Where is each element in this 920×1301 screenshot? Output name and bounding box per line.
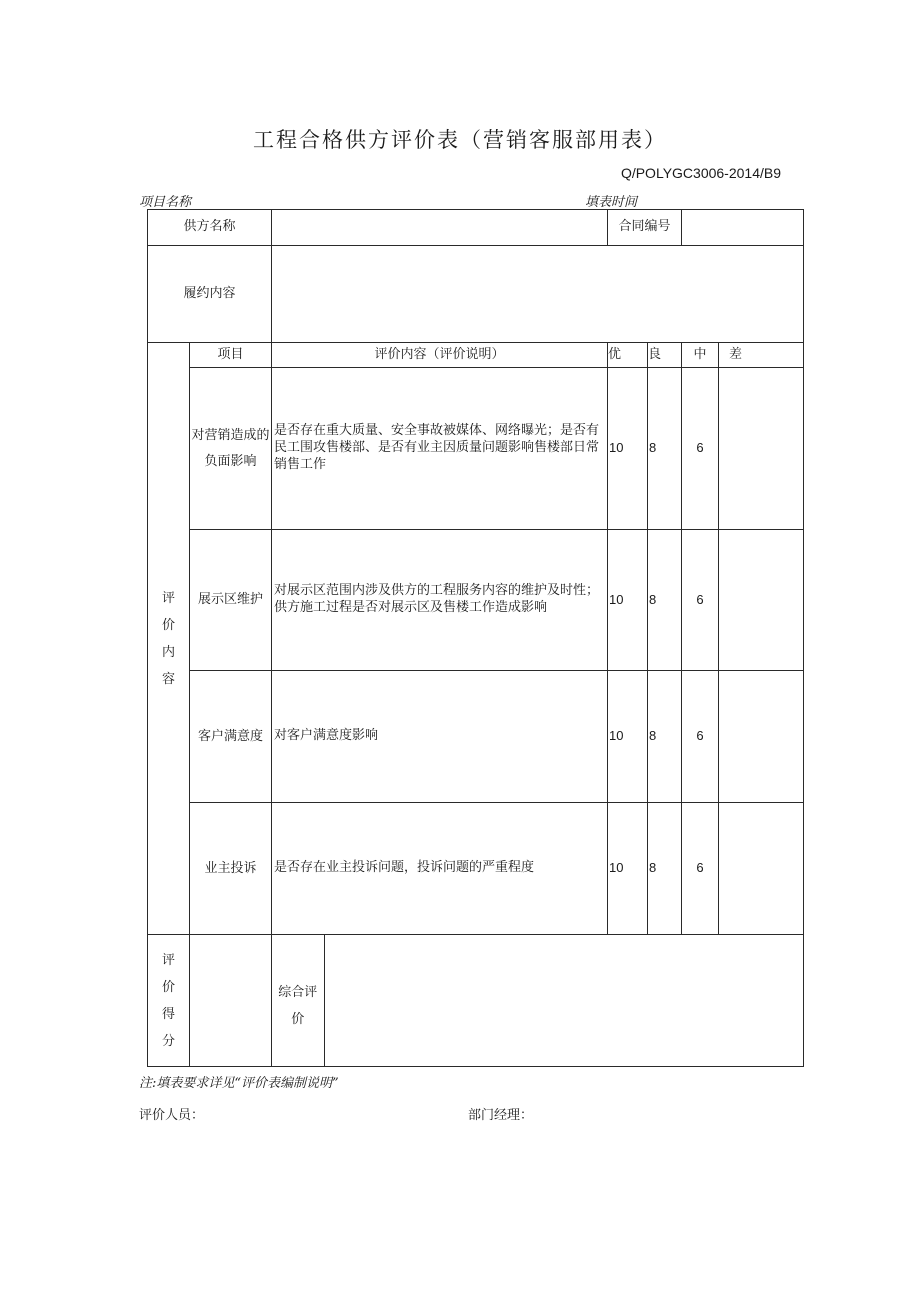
col-item-header: 项目 xyxy=(190,343,272,368)
row-item: 客户满意度 xyxy=(198,728,264,744)
row-item: 展示区维护 xyxy=(198,592,264,607)
row-item-cell xyxy=(190,803,272,935)
score-poor[interactable] xyxy=(719,530,804,671)
score-poor[interactable] xyxy=(719,803,804,935)
score-medium: 6 xyxy=(682,803,719,935)
row-description: 对客户满意度影响 xyxy=(272,671,608,803)
project-name-label: 项目名称 xyxy=(139,195,192,210)
row-item-cell xyxy=(190,530,272,671)
table-row xyxy=(148,671,804,803)
score-good: 8 xyxy=(648,530,682,671)
score-medium: 6 xyxy=(682,368,719,530)
score-good: 8 xyxy=(648,803,682,935)
overall-evaluation-field[interactable] xyxy=(324,935,803,1066)
document-code: Q/POLYGC3006-2014/B9 xyxy=(620,165,781,181)
performance-content-field[interactable] xyxy=(272,246,804,343)
department-manager-label: 部门经理： xyxy=(468,1108,534,1123)
score-excellent: 10 xyxy=(608,671,648,803)
overall-evaluation-label: 综合评价 xyxy=(278,985,318,1027)
page-title: 工程合格供方评价表（营销客服部用表） xyxy=(253,128,667,152)
evaluation-table xyxy=(147,209,804,1067)
score-medium: 6 xyxy=(682,671,719,803)
col-content-header: 评价内容（评价说明） xyxy=(272,343,608,368)
score-poor[interactable] xyxy=(719,671,804,803)
fill-instructions-note: 注:填表要求详见“评价表编制说明” xyxy=(139,1076,339,1091)
evaluation-section-cell xyxy=(148,343,190,935)
score-poor[interactable] xyxy=(719,368,804,530)
score-medium: 6 xyxy=(682,530,719,671)
evaluation-section-label: 评价内容 xyxy=(161,590,175,687)
overall-evaluation-area xyxy=(272,935,804,1067)
supplier-name-field[interactable] xyxy=(272,210,608,246)
evaluation-score-field[interactable] xyxy=(190,935,272,1067)
fill-time-label: 填表时间 xyxy=(585,195,638,210)
row-item: 业主投诉 xyxy=(204,860,257,876)
score-good: 8 xyxy=(648,368,682,530)
row-description: 是否存在重大质量、安全事故被媒体、网络曝光；是否有民工围攻售楼部、是否有业主因质量问题影响售楼部日常销售工作 xyxy=(272,368,608,530)
score-good: 8 xyxy=(648,671,682,803)
row-description: 对展示区范围内涉及供方的工程服务内容的维护及时性；供方施工过程是否对展示区及售楼工作造成影响 xyxy=(272,530,608,671)
score-excellent: 10 xyxy=(608,803,648,935)
evaluation-score-cell xyxy=(148,935,190,1067)
table-row xyxy=(148,368,804,530)
evaluation-score-label: 评价得分 xyxy=(161,952,175,1049)
row-item: 对营销造成的负面影响 xyxy=(191,427,270,469)
score-excellent: 10 xyxy=(608,368,648,530)
col-excellent-header: 优 xyxy=(608,343,648,368)
overall-evaluation-label-cell xyxy=(272,935,324,1066)
performance-content-label: 履约内容 xyxy=(148,246,272,343)
row-description: 是否存在业主投诉问题，投诉问题的严重程度 xyxy=(272,803,608,935)
col-good-header: 良 xyxy=(648,343,682,368)
col-poor-header: 差 xyxy=(719,343,804,368)
contract-number-field[interactable] xyxy=(682,210,804,246)
score-excellent: 10 xyxy=(608,530,648,671)
evaluator-label: 评价人员： xyxy=(139,1108,205,1123)
table-row xyxy=(148,803,804,935)
supplier-name-label: 供方名称 xyxy=(148,210,272,246)
table-row xyxy=(148,530,804,671)
contract-number-label: 合同编号 xyxy=(608,210,682,246)
row-item-cell xyxy=(190,671,272,803)
col-medium-header: 中 xyxy=(682,343,719,368)
row-item-cell xyxy=(190,368,272,530)
